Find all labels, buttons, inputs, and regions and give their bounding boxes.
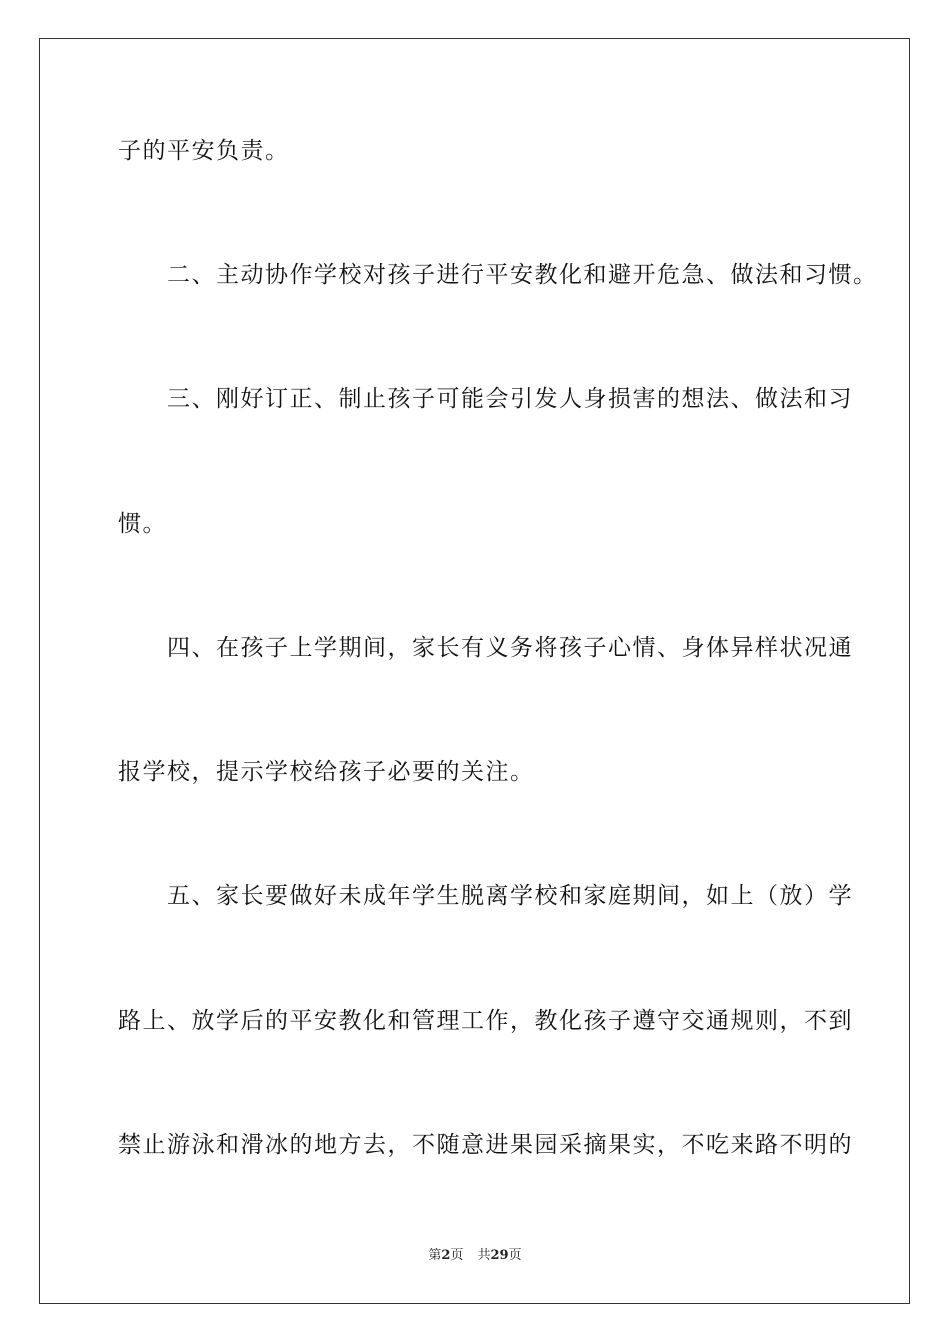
page-label-suffix: 页 (450, 1248, 464, 1263)
page-number: 2 (441, 1248, 451, 1263)
page-footer (0, 1247, 950, 1265)
total-label-prefix: 共 (477, 1248, 491, 1263)
text-line: 五、家长要做好未成年学生脱离学校和家庭期间，如上（放）学 (118, 883, 853, 909)
text-line: 三、刚好订正、制止孩子可能会引发人身损害的想法、做法和习 (118, 386, 853, 412)
total-pages: 29 (490, 1248, 509, 1263)
page-label-prefix: 第 (428, 1248, 442, 1263)
text-line: 惯。 (118, 511, 167, 537)
text-line: 二、主动协作学校对孩子进行平安教化和避开危急、做法和习惯。 (118, 262, 878, 288)
page-border (39, 38, 910, 1304)
text-line: 路上、放学后的平安教化和管理工作，教化孩子遵守交通规则，不到 (118, 1008, 853, 1034)
text-line: 四、在孩子上学期间，家长有义务将孩子心情、身体异样状况通 (118, 635, 853, 661)
text-line: 子的平安负责。 (118, 138, 290, 164)
total-label-suffix: 页 (508, 1248, 522, 1263)
text-line: 禁止游泳和滑冰的地方去，不随意进果园采摘果实，不吃来路不明的 (118, 1132, 853, 1158)
text-line: 报学校，提示学校给孩子必要的关注。 (118, 759, 535, 785)
